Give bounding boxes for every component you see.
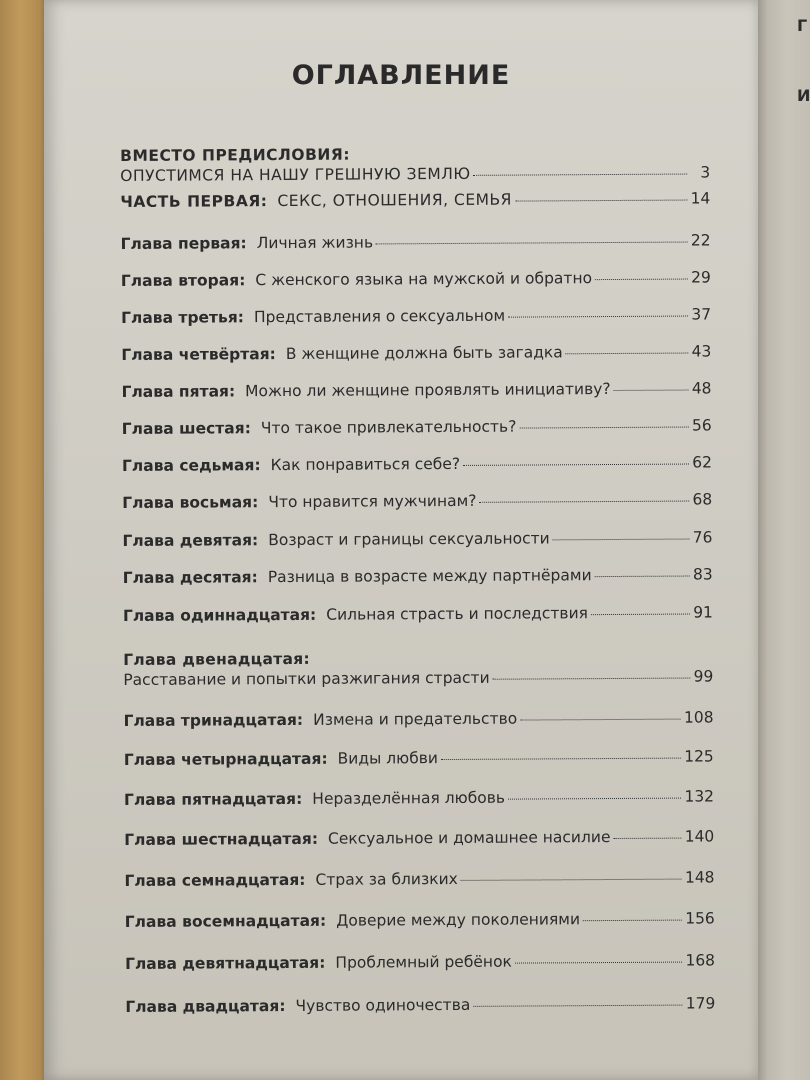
- entry-title: В женщине должна быть загадка: [285, 343, 563, 363]
- toc-entry-chapter[interactable]: [122, 527, 712, 551]
- entry-title: Разница в возрасте между партнёрами: [267, 566, 592, 587]
- toc-entry-chapter[interactable]: [121, 304, 711, 328]
- entry-title: Неразделённая любовь: [312, 788, 506, 808]
- toc-entry-chapter[interactable]: [122, 415, 712, 439]
- entry-page: 99: [693, 667, 714, 686]
- entry-page: 125: [684, 747, 714, 766]
- dot-leader: [566, 353, 689, 355]
- entry-title: Измена и предательство: [313, 709, 518, 729]
- entry-title: Виды любви: [337, 749, 438, 768]
- toc-entry-chapter[interactable]: [123, 707, 713, 731]
- entry-label: Глава пятнадцатая:: [123, 789, 303, 809]
- toc-entry-chapter[interactable]: [125, 950, 715, 974]
- edge-glyph: И: [797, 86, 810, 105]
- entry-page: 76: [692, 528, 713, 547]
- entry-label: Глава вторая:: [120, 271, 246, 290]
- dot-leader: [553, 539, 690, 541]
- toc-entry-chapter[interactable]: [123, 564, 713, 588]
- dot-leader: [595, 279, 688, 281]
- entry-title: ОПУСТИМСЯ НА НАШУ ГРЕШНУЮ ЗЕМЛЮ: [120, 164, 471, 185]
- entry-title: СЕКС, ОТНОШЕНИЯ, СЕМЬЯ: [277, 190, 512, 211]
- entry-title: Расставание и попытки разжигания страсти: [123, 668, 490, 689]
- entry-label: Глава одиннадцатая:: [122, 605, 317, 625]
- toc-entry-chapter[interactable]: [124, 867, 714, 891]
- entry-label: Глава восемнадцатая:: [124, 911, 327, 931]
- dot-leader: [614, 390, 689, 391]
- toc-heading: ОГЛАВЛЕНИЕ: [291, 60, 511, 91]
- entry-title: Можно ли женщине проявлять инициативу?: [245, 380, 611, 401]
- dot-leader: [508, 798, 681, 800]
- dot-leader: [508, 316, 688, 318]
- entry-label: Глава шестнадцатая:: [124, 829, 319, 849]
- entry-label: Глава четырнадцатая:: [123, 749, 328, 769]
- entry-label: Глава седьмая:: [121, 456, 261, 475]
- entry-label: Глава пятая:: [121, 382, 236, 401]
- entry-page: 168: [685, 951, 716, 970]
- entry-label: Глава четвёртая:: [121, 345, 276, 364]
- entry-page: 148: [684, 868, 715, 887]
- dot-leader: [520, 719, 681, 721]
- dot-leader: [479, 501, 689, 503]
- entry-label: Глава девятнадцатая:: [124, 953, 326, 973]
- entry-title: Чувство одиночества: [295, 995, 471, 1015]
- toc-entry-chapter[interactable]: [124, 746, 714, 770]
- toc-entry-chapter-two-line[interactable]: [123, 646, 713, 690]
- entry-title: Представления о сексуальном: [253, 306, 506, 327]
- dot-leader: [461, 879, 682, 881]
- dot-leader: [519, 427, 688, 429]
- dot-leader: [493, 678, 691, 680]
- entry-page: 56: [691, 416, 712, 435]
- entry-label: Глава первая:: [120, 234, 247, 253]
- toc-entry-chapter[interactable]: [125, 908, 715, 932]
- entry-page: 22: [690, 231, 711, 250]
- entry-label: Глава третья:: [121, 308, 245, 327]
- dot-leader: [473, 1005, 682, 1007]
- entry-page: 37: [691, 305, 712, 324]
- next-page-edge: [758, 0, 810, 1080]
- entry-title: Что такое привлекательность?: [260, 417, 517, 438]
- toc-entry-chapter[interactable]: [125, 993, 715, 1017]
- entry-label: Глава восьмая:: [122, 493, 259, 512]
- dot-leader: [463, 464, 689, 466]
- toc-entry-part-one[interactable]: [120, 188, 710, 212]
- toc-entry-chapter[interactable]: [122, 452, 712, 476]
- entry-page: 62: [692, 453, 713, 472]
- entry-title: Доверие между поколениями: [336, 910, 581, 930]
- entry-label: ЧАСТЬ ПЕРВАЯ:: [120, 192, 268, 211]
- entry-label: Глава семнадцатая:: [124, 870, 306, 890]
- toc-entry-chapter[interactable]: [124, 826, 714, 850]
- entry-page: 108: [683, 708, 714, 727]
- entry-title: Проблемный ребёнок: [335, 952, 512, 972]
- toc-entry-foreword[interactable]: [120, 142, 710, 186]
- entry-title: Что нравится мужчинам?: [268, 491, 477, 512]
- entry-title: Как понравиться себе?: [270, 454, 461, 475]
- entry-label: Глава десятая:: [122, 568, 258, 587]
- dot-leader: [583, 920, 682, 922]
- entry-line: [120, 162, 710, 186]
- dot-leader: [595, 576, 690, 578]
- dot-leader: [441, 758, 681, 760]
- dot-leader: [515, 962, 683, 964]
- entry-title: Сексуальное и домашнее насилие: [327, 828, 611, 848]
- dot-leader: [515, 200, 687, 202]
- entry-page: 43: [691, 342, 712, 361]
- entry-title: С женского языка на мужской и обратно: [255, 269, 593, 290]
- entry-label: Глава шестая:: [121, 419, 251, 438]
- entry-title: Личная жизнь: [256, 233, 374, 253]
- dot-leader: [474, 174, 688, 176]
- toc-entry-chapter[interactable]: [123, 602, 713, 626]
- entry-label: Глава девятая:: [122, 531, 259, 550]
- entry-page: 179: [685, 994, 716, 1013]
- entry-prefix: ВМЕСТО ПРЕДИСЛОВИЯ:: [120, 145, 351, 165]
- toc-entry-chapter[interactable]: [121, 341, 711, 365]
- entry-page: 48: [691, 379, 712, 398]
- entry-title: Сильная страсть и последствия: [326, 604, 589, 624]
- entry-label: Глава двенадцатая:: [123, 649, 311, 669]
- toc-entry-chapter[interactable]: [121, 230, 711, 254]
- entry-page: 156: [685, 909, 715, 928]
- entry-page: 14: [690, 189, 711, 208]
- entry-title: Страх за близких: [315, 869, 458, 889]
- entry-page: 83: [692, 565, 713, 584]
- entry-line: [123, 666, 713, 690]
- entry-page: 68: [692, 490, 713, 509]
- dot-leader: [591, 614, 690, 616]
- entry-label: Глава тринадцатая:: [123, 710, 304, 730]
- toc-entry-chapter[interactable]: [121, 378, 711, 402]
- toc-entry-chapter[interactable]: [121, 267, 711, 291]
- toc-entry-chapter[interactable]: [124, 786, 714, 810]
- entry-page: 3: [700, 163, 711, 182]
- dot-leader: [614, 838, 682, 839]
- edge-glyph: Г: [797, 16, 808, 35]
- entry-page: 29: [691, 268, 711, 287]
- dot-leader: [376, 242, 688, 245]
- entry-page: 132: [684, 787, 715, 806]
- entry-page: 140: [684, 827, 715, 846]
- entry-title: Возраст и границы сексуальности: [268, 529, 550, 550]
- toc-entry-chapter[interactable]: [122, 489, 712, 513]
- entry-label: Глава двадцатая:: [125, 997, 286, 1016]
- entry-page: 91: [693, 603, 713, 622]
